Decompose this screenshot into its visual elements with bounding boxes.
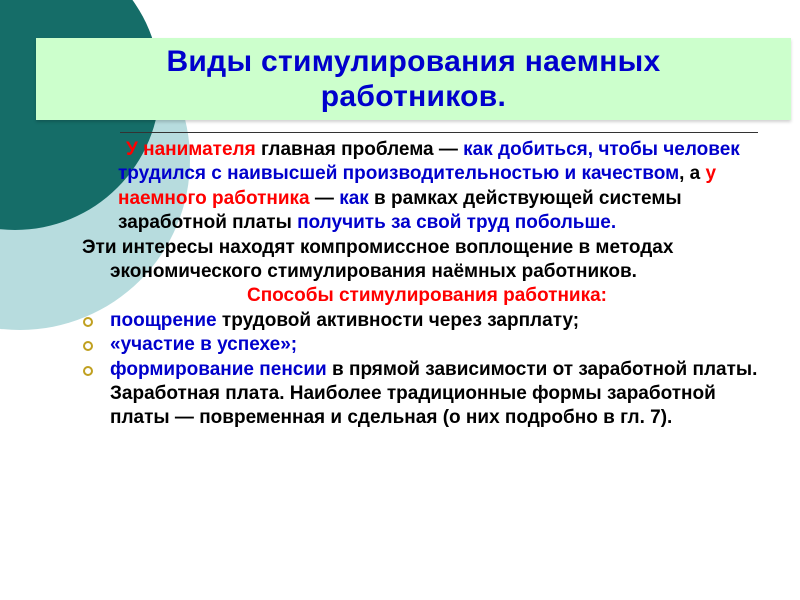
text-span: , а (679, 163, 706, 185)
employer-goal: как добиться, чтобы человек трудился с наивысшей производительностью и качеством (118, 139, 740, 185)
list-item-highlight: поощрение (110, 309, 217, 331)
list-item-text: трудовой активности через зарплату; (216, 309, 580, 331)
slide-title-line1: Виды стимулирования наемных (166, 45, 661, 78)
list-item-highlight: «участие в успехе»; (110, 334, 298, 356)
slide-title-line2: работников. (320, 80, 507, 113)
circle-bullet-icon (83, 366, 93, 376)
intro-paragraph (60, 138, 780, 236)
list-item (60, 333, 780, 357)
compromise-paragraph: Эти интересы находят компромиссное воплощение в методах экономического стимулирования наёмных работников. (82, 236, 674, 283)
list-item (60, 309, 780, 333)
circle-bullet-icon (83, 317, 93, 327)
slide-content (60, 138, 780, 431)
text-span: — (309, 187, 340, 209)
employer-phrase: У нанимателя (126, 139, 256, 160)
list-item (60, 358, 780, 431)
how-word: как (339, 187, 369, 209)
text-span: в рамках действующей системы заработной платы (118, 187, 682, 234)
methods-subheading: Способы стимулирования работника: (246, 285, 608, 307)
slide-title (166, 44, 660, 114)
circle-bullet-icon (83, 341, 93, 351)
title-underline (120, 132, 758, 133)
list-item-highlight: формирование пенсии (110, 358, 327, 380)
list-item-text: в прямой зависимости от заработной платы. Заработная плата. Наиболее традиционные формы заработной платы — повременная и сдельная (о них подробно в гл. 7). (110, 358, 758, 429)
employee-goal: получить за свой труд побольше. (297, 212, 617, 234)
title-banner (36, 38, 791, 120)
employee-phrase: у наемного работника (118, 163, 717, 209)
methods-list (60, 309, 780, 431)
text-span: главная проблема — (255, 139, 464, 160)
